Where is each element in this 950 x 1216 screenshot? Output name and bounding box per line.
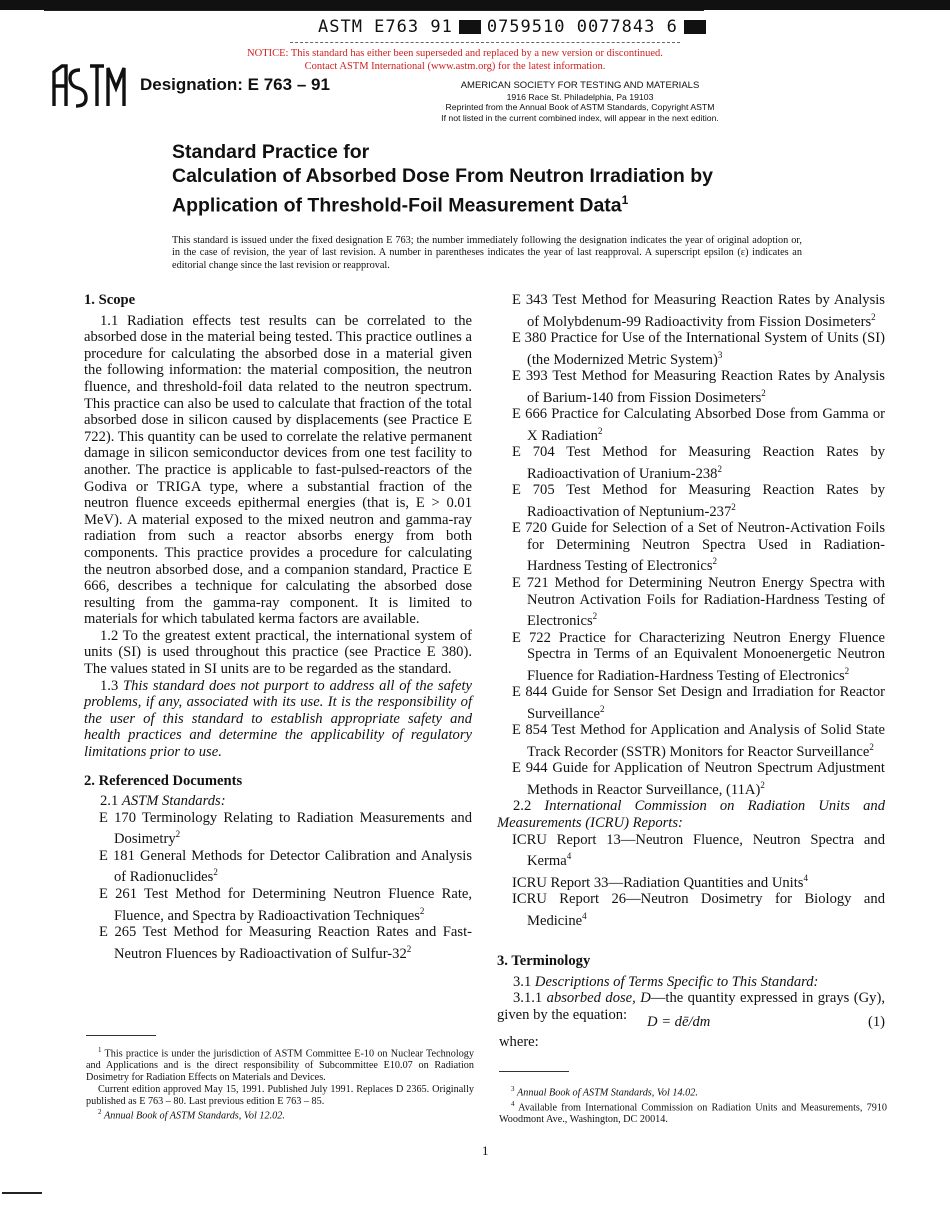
title-line-1: Standard Practice for [172, 141, 370, 163]
refdocs-sub-2-text: International Commission on Radiation Units and Measurements (ICRU) Reports: [497, 798, 885, 831]
equation-number: (1) [867, 1014, 885, 1030]
barcode-block [459, 20, 481, 34]
ref-item [84, 810, 472, 848]
ref-item-text: ICRU Report 26—Neutron Dosimetry for Biology and Medicine [512, 891, 885, 929]
astm-ref-list-right [497, 292, 885, 798]
footnote-rule [86, 1035, 156, 1036]
ref-item-sup: 2 [419, 905, 425, 916]
ref-item-sup: 4 [582, 910, 587, 921]
ref-item-sup: 2 [592, 611, 598, 622]
section-heading-refdocs: 2. Referenced Documents [84, 772, 243, 789]
ref-item-sup: 2 [213, 867, 218, 878]
footnote-mark: 2 [98, 1108, 102, 1117]
ref-item [497, 292, 885, 330]
ref-item-sup: 2 [712, 556, 718, 567]
def-num: 3.1.1 [513, 990, 543, 1007]
ref-item-sup: 2 [869, 741, 874, 752]
ref-item [497, 760, 885, 798]
where-label: where: [499, 1034, 539, 1050]
footnote [86, 1045, 474, 1084]
footnote [86, 1107, 474, 1122]
footnote-mark: 1 [98, 1046, 102, 1054]
terminology-sub-1 [497, 974, 885, 991]
ref-item-text: E 170 Terminology Relating to Radiation Measurements and Dosimetry [99, 809, 472, 848]
footnote [86, 1084, 474, 1108]
ref-item [84, 924, 472, 962]
ref-item [497, 520, 885, 575]
ref-item-text: E 666 Practice for Calculating Absorbed Dose from Gamma or X Radiation [512, 406, 885, 444]
ref-item [497, 482, 885, 520]
footnote-text: Available from International Commission on Radiation Units and Measurements, 7910 Woodmont Ave., Washington, DC 20014. [499, 1102, 888, 1126]
ref-item [497, 406, 885, 444]
notice-line-1: NOTICE: This standard has either been superseded and replaced by a new version or discontinued. [247, 48, 663, 59]
footnote-mark: 3 [511, 1085, 515, 1093]
ref-item [84, 886, 472, 924]
astm-logo-icon [50, 64, 130, 110]
ref-item-text: E 393 Test Method for Measuring Reaction Rates by Analysis of Barium-140 from Fission Dosimeters [512, 368, 885, 406]
footnote-mark: 4 [511, 1100, 515, 1109]
ref-item [497, 870, 885, 891]
refdocs-sub-2 [497, 798, 885, 831]
notice [210, 47, 700, 73]
icru-ref-list [497, 832, 885, 930]
ref-item-sup: 2 [175, 829, 181, 840]
ref-item-sup: 2 [406, 943, 412, 954]
ref-item-text: E 844 Guide for Sensor Set Design and Irradiation for Reactor Surveillance [512, 684, 885, 722]
scope-para-3 [84, 678, 472, 761]
ref-item-sup: 2 [731, 501, 736, 512]
ref-item [497, 832, 885, 870]
ref-item-sup: 2 [871, 311, 876, 322]
ref-item-sup: 2 [717, 463, 722, 474]
ref-item [497, 722, 885, 760]
title-line-3: Application of Threshold-Foil Measurement Data [172, 194, 622, 217]
def-term: absorbed dose, D [546, 990, 651, 1007]
refdocs-sub-1 [84, 793, 472, 810]
doc-code-mid: 0759510 0077843 6 [486, 17, 678, 37]
dashed-rule [290, 42, 680, 43]
society-note: If not listed in the current combined index, will appear in the next edition. [441, 112, 719, 123]
scan-top-bar [0, 0, 950, 10]
ref-item-text: E 704 Test Method for Measuring Reaction Rates by Radioactivation of Uranium-238 [512, 444, 885, 482]
ref-item-sup: 4 [803, 872, 808, 883]
society-block [420, 81, 740, 123]
terminology-sub-1-num: 3.1 [513, 973, 532, 990]
left-column [84, 292, 472, 962]
footnote [499, 1084, 887, 1099]
footnotes-left [86, 1045, 474, 1123]
terminology-sub-1-text: Descriptions of Terms Specific to This Standard: [534, 973, 819, 990]
footnote-text: This practice is under the jurisdiction of ASTM Committee E-10 on Nuclear Technology and Applications and is the direct responsibility of Subcommittee E10.07 on Radiation Dosimetry for Radiation Effects on Materials and Devices. [86, 1048, 474, 1083]
ref-item-text: E 720 Guide for Selection of a Set of Neutron-Activation Foils for Determining Neutron Spectra Used in Radiation-Hardness Testing of Electronics [512, 520, 885, 575]
ref-item-text: E 181 General Methods for Detector Calibration and Analysis of Radionuclides [99, 847, 472, 886]
scope-para-1: 1.1 Radiation effects test results can be correlated to the absorbed dose in the material being tested. This practice outlines a procedure for calculating the absorbed dose in a material given the following information: the material composition, the neutron fluence, and threshold-foil data related to the neutron spectrum. This practice can also be used to calculate that fraction of the total absorbed dose in silicon caused by displacements (see Practice E 722). This quantity can be used to correlate the relative permanent damage in silicon semiconductor devices from one test facility to another. The practice is applicable to fast-pulsed-reactors of the Godiva or TRIGA type, where a substantial fraction of the neutron fluence exceeds epithermal energies (that is, E > 0.01 MeV). A material exposed to the mixed neutron and gamma-ray radiation from such a reactor absorbs energy from both components. This practice provides a procedure for calculating the neutron absorbed dose, and a companion standard, Practice E 666, describes a technique for calculating the absorbed dose resulting from the gamma-ray component. It is limited to materials for which tabulated kerma factors are available. [84, 312, 472, 628]
ref-item-sup: 2 [760, 779, 765, 790]
footnote-text: Annual Book of ASTM Standards, Vol 14.02. [517, 1087, 698, 1099]
issued-statement: This standard is issued under the fixed designation E 763; the number immediately following the designation indicates the year of original adoption or, in the case of revision, the year of last revision. A number in parentheses indicates the year of last reapproval. A superscript epsilon (ε) indicates an editorial change since the last revision or reapproval. [172, 235, 802, 271]
society-reprint: Reprinted from the Annual Book of ASTM Standards, Copyright ASTM [445, 102, 715, 112]
ref-item-text: E 380 Practice for Use of the International System of Units (SI) (the Modernized Metric System) [512, 330, 885, 368]
ref-item-sup: 4 [566, 851, 572, 862]
ref-item-sup: 2 [844, 665, 850, 676]
society-address: 1916 Race St. Philadelphia, Pa 19103 [506, 91, 654, 102]
ref-item-sup: 2 [761, 387, 766, 398]
ref-item-text: E 722 Practice for Characterizing Neutron Energy Fluence Spectra in Terms of an Equivalent Monoenergetic Neutron Fluence for Radiation-Hardness Testing of Electronics [512, 629, 885, 684]
ref-item-text: E 705 Test Method for Measuring Reaction Rates by Radioactivation of Neptunium-237 [512, 482, 885, 520]
section-heading-scope: 1. Scope [84, 292, 136, 308]
doc-code-line [318, 17, 712, 37]
designation: Designation: E 763 – 91 [140, 75, 330, 94]
ref-item-text: ICRU Report 13—Neutron Fluence, Neutron Spectra and Kerma [512, 831, 885, 869]
footnote-text: Current edition approved May 15, 1991. Published July 1991. Replaces D 2365. Originally published as E 763 – 80. Last previous edition E 763 – 85. [86, 1083, 474, 1107]
ref-item [497, 368, 885, 406]
doc-code-left: ASTM E763 91 [318, 17, 453, 37]
equation-formula: D = dē/dm [647, 1014, 711, 1030]
ref-item-sup: 2 [597, 425, 603, 436]
scope-para-2: 1.2 To the greatest extent practical, the international system of units (SI) is used throughout this practice (see Practice E 380). The values stated in SI units are to be regarded as the standard. [84, 627, 472, 678]
ref-item-sup: 2 [599, 703, 605, 714]
notice-line-2: Contact ASTM International (www.astm.org) for the latest information. [304, 61, 606, 72]
title-footnote-mark: 1 [621, 193, 629, 207]
footnotes-right [499, 1084, 887, 1126]
ref-item [497, 575, 885, 630]
ref-item [84, 848, 472, 886]
society-name: AMERICAN SOCIETY FOR TESTING AND MATERIALS [460, 80, 700, 91]
doc-title [172, 140, 812, 218]
ref-item [497, 630, 885, 685]
footnote [499, 1099, 887, 1126]
astm-ref-list-left [84, 810, 472, 962]
scan-top-line [44, 10, 704, 11]
section-heading-terminology: 3. Terminology [497, 953, 591, 970]
refdocs-sub-1-text: ASTM Standards: [121, 793, 226, 810]
ref-item [497, 891, 885, 929]
refdocs-sub-2-num: 2.2 [513, 798, 532, 815]
ref-item-sup: 3 [717, 349, 723, 360]
def-text: —the quantity expressed in grays (Gy), given by the equation: [497, 990, 885, 1023]
scan-edge-mark [2, 1192, 42, 1194]
refdocs-sub-1-num: 2.1 [100, 793, 119, 810]
scope-para-3-num: 1.3 [100, 677, 119, 694]
ref-item-text: E 265 Test Method for Measuring Reaction Rates and Fast-Neutron Fluences by Radioactivation of Sulfur-32 [99, 923, 472, 962]
scope-para-3-text: This standard does not purport to address all of the safety problems, if any, associated with its use. It is the responsibility of the user of this standard to establish appropriate safety and health practices and determine the applicability of regulatory limitations prior to use. [84, 677, 472, 761]
ref-item-text: ICRU Report 33—Radiation Quantities and Units [512, 874, 804, 891]
ref-item-text: E 261 Test Method for Determining Neutron Fluence Rate, Fluence, and Spectra by Radioactivation Techniques [99, 885, 472, 924]
ref-item [497, 330, 885, 368]
footnote-rule [499, 1071, 569, 1072]
page-number: 1 [482, 1143, 489, 1158]
footnote-text: Annual Book of ASTM Standards, Vol 12.02. [104, 1110, 285, 1122]
title-line-2: Calculation of Absorbed Dose From Neutron Irradiation by [172, 165, 713, 187]
ref-item-text: E 944 Guide for Application of Neutron Spectrum Adjustment Methods in Reactor Surveillance, (11A) [512, 760, 885, 798]
ref-item-text: E 721 Method for Determining Neutron Energy Spectra with Neutron Activation Foils for Radiation-Hardness Testing of Electronics [512, 574, 885, 629]
barcode-block [684, 20, 706, 34]
ref-item [497, 684, 885, 722]
ref-item-text: E 343 Test Method for Measuring Reaction Rates by Analysis of Molybdenum-99 Radioactivity from Fission Dosimeters [512, 292, 885, 330]
right-column [497, 292, 885, 1023]
ref-item-text: E 854 Test Method for Application and Analysis of Solid State Track Recorder (SSTR) Monitors for Reactor Surveillance [512, 722, 885, 760]
ref-item [497, 444, 885, 482]
